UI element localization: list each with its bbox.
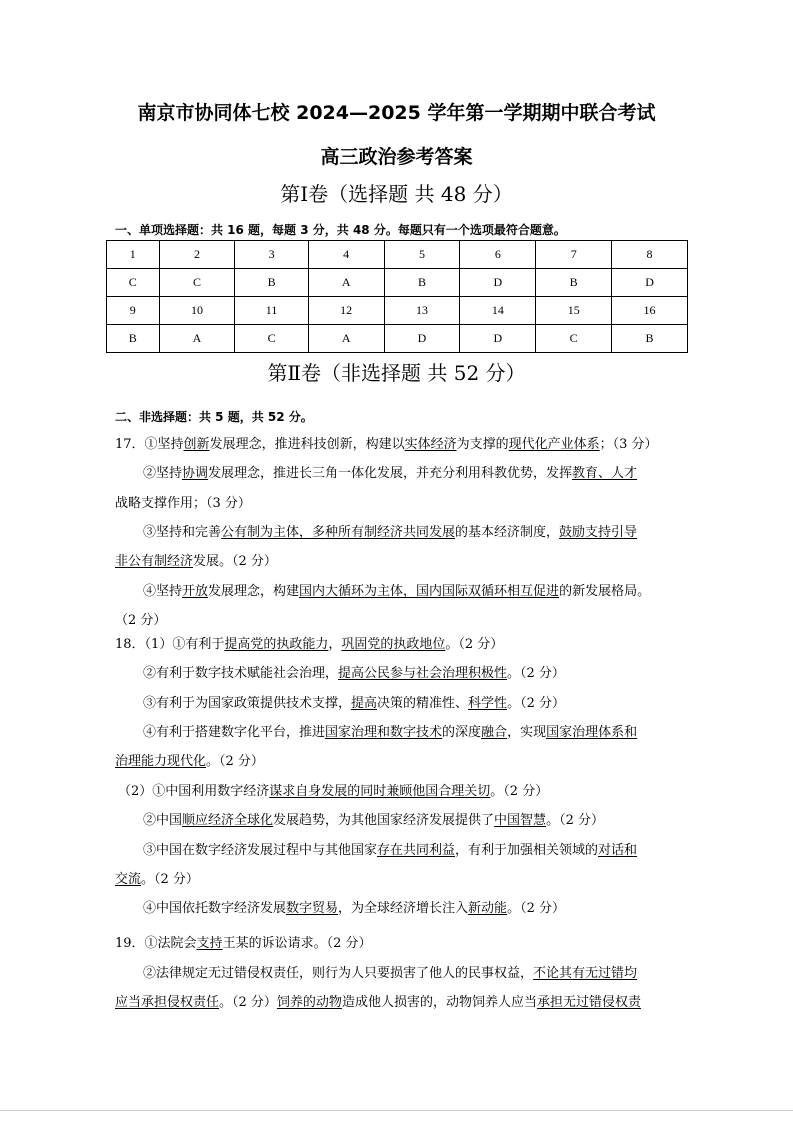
- q17-line-3: [115, 495, 685, 513]
- text: 。（2 分）: [206, 754, 264, 769]
- text: ②坚持: [143, 466, 183, 481]
- key-point: 承担无过错侵权责: [536, 995, 641, 1010]
- q18-line-4: [143, 724, 688, 742]
- q18-line-6: [118, 783, 688, 801]
- table-cell: B: [235, 269, 308, 297]
- key-point: 协调: [182, 466, 209, 481]
- table-cell: 2: [159, 241, 235, 269]
- text: 。（2 分）: [490, 784, 549, 799]
- table-cell: C: [159, 269, 235, 297]
- key-point: 国内大循环为主体，国内国际双循环相互促进: [299, 584, 560, 599]
- table-cell: 1: [107, 241, 160, 269]
- q18-line-10: [143, 900, 688, 918]
- table-cell: C: [107, 269, 160, 297]
- table-row: [107, 297, 688, 325]
- q19-line-3: [115, 994, 685, 1012]
- text: ，有利于加强相关领域的: [455, 843, 599, 858]
- table-cell: A: [308, 269, 384, 297]
- key-point: 开放: [182, 584, 209, 599]
- text: ；（3 分）: [599, 437, 658, 452]
- key-point: 融合: [481, 725, 508, 740]
- text: 的基本经济制度，: [455, 525, 560, 540]
- text: ④坚持: [143, 584, 183, 599]
- text: ③中国在数字经济发展过程中与其他国家: [143, 843, 378, 858]
- q18-line-9: [115, 871, 685, 889]
- key-point: 数字贸易: [286, 901, 339, 916]
- table-cell: D: [460, 325, 536, 353]
- table-row: [107, 325, 688, 353]
- q17-line-5: [115, 553, 685, 571]
- table-cell: A: [308, 325, 384, 353]
- text: ②法律规定无过错侵权责任，则行为人只要损害了他人的民事权益，: [143, 966, 534, 981]
- key-point: 对话和: [598, 843, 638, 858]
- part1-title: 第Ⅰ卷（选择题 共 48 分）: [280, 182, 513, 206]
- q18-line-3: [143, 695, 688, 713]
- table-cell: D: [460, 269, 536, 297]
- table-cell: B: [384, 269, 460, 297]
- text: 决策的精准性、: [377, 696, 469, 711]
- q18-line-7: [143, 812, 688, 830]
- text: ②有利于数字技术赋能社会治理，: [143, 666, 339, 681]
- answer-subtitle: 高三政治参考答案: [320, 146, 473, 168]
- table-row: [107, 269, 688, 297]
- q19-line-1: [115, 935, 685, 953]
- table-cell: D: [612, 269, 688, 297]
- q17-line-7: [115, 612, 685, 630]
- key-point: 交流: [115, 872, 142, 887]
- part2-title: 第Ⅱ卷（非选择题 共 52 分）: [267, 361, 526, 385]
- key-point: 巩固党的执政地位: [341, 637, 446, 652]
- text: 。（2 分）: [141, 872, 199, 887]
- key-point: 创新: [183, 437, 210, 452]
- key-point: 支持: [196, 936, 223, 951]
- text: 发展理念，构建: [208, 584, 300, 599]
- q18-line-8: [143, 842, 688, 860]
- table-cell: 10: [159, 297, 235, 325]
- key-point: 提高党的执政能力: [224, 637, 329, 652]
- table-cell: 13: [384, 297, 460, 325]
- table-cell: 6: [460, 241, 536, 269]
- key-point: 公有制为主体，多种所有制经济共同发展: [221, 525, 456, 540]
- q17-line-2: [143, 465, 688, 483]
- key-point: 非公有制经济: [115, 554, 194, 569]
- text: 发展理念，推进科技创新，构建以: [209, 437, 405, 452]
- text: ，为全球经济增长注入: [338, 901, 469, 916]
- text: （2）①中国利用数字经济: [118, 784, 270, 799]
- table-cell: B: [612, 325, 688, 353]
- key-point: 鼓励支持引导: [559, 525, 638, 540]
- key-point: 存在共同利益: [377, 843, 456, 858]
- table-cell: 5: [384, 241, 460, 269]
- part2-instruction: 二、非选择题：共 5 题，共 52 分。: [115, 410, 313, 424]
- text: 。（2 分）: [507, 901, 565, 916]
- key-point: 治理能力现代化: [115, 754, 207, 769]
- key-point: 现代化产业体系: [508, 437, 600, 452]
- page-bottom-divider: [0, 1110, 793, 1111]
- text: 。（2 分）: [445, 637, 504, 652]
- q17-line-1: [115, 436, 685, 454]
- text: ②中国: [143, 813, 183, 828]
- key-point: 提高公民参与社会治理积极性: [338, 666, 508, 681]
- q18-line-5: [115, 753, 685, 771]
- text: 发展理念，推进长三角一体化发展，并充分利用科教优势，发挥: [208, 466, 573, 481]
- key-point: 科学性: [468, 696, 508, 711]
- part1-instruction: 一、单项选择题：共 16 题，每题 3 分，共 48 分。每题只有一个选项最符合题意。: [115, 223, 566, 237]
- table-cell: 9: [107, 297, 160, 325]
- text: 。（2 分）: [546, 813, 604, 828]
- table-cell: C: [536, 325, 612, 353]
- text: ③坚持和完善: [143, 525, 222, 540]
- text: 发展趋势，为其他国家经济发展提供了: [273, 813, 495, 828]
- table-cell: C: [235, 325, 308, 353]
- text: ④有利于搭建数字化平台，推进: [143, 725, 326, 740]
- key-point: 国家治理和数字技术: [325, 725, 443, 740]
- table-row: [107, 241, 688, 269]
- key-point: 不论其有无过错均: [533, 966, 638, 981]
- text: 。（2 分）: [507, 696, 565, 711]
- table-cell: D: [384, 325, 460, 353]
- text: ，: [328, 637, 342, 652]
- table-cell: 14: [460, 297, 536, 325]
- table-cell: 12: [308, 297, 384, 325]
- table-cell: B: [536, 269, 612, 297]
- key-point: 应当承担侵权责任: [115, 995, 220, 1010]
- text: 为支撑的: [456, 437, 509, 452]
- table-cell: 4: [308, 241, 384, 269]
- text: 战略支撑作用；（3 分）: [115, 496, 251, 511]
- text: 19．①法院会: [115, 936, 197, 951]
- key-point: 顺应经济全球化: [182, 813, 274, 828]
- q18-line-2: [143, 665, 688, 683]
- text: 。（2 分）: [219, 995, 277, 1010]
- text: 。（2 分）: [507, 666, 565, 681]
- q19-line-2: [143, 965, 688, 983]
- text: ④中国依托数字经济发展: [143, 901, 287, 916]
- answer-table: [106, 240, 688, 353]
- text: （2 分）: [115, 613, 167, 628]
- text: 17．①坚持: [115, 437, 184, 452]
- key-point: 教育、人才: [572, 466, 638, 481]
- table-cell: 11: [235, 297, 308, 325]
- text: 发展。（2 分）: [193, 554, 277, 569]
- table-cell: 8: [612, 241, 688, 269]
- q17-line-6: [143, 583, 688, 601]
- q17-line-4: [143, 524, 688, 542]
- text: 的深度: [442, 725, 482, 740]
- table-cell: 3: [235, 241, 308, 269]
- table-cell: A: [159, 325, 235, 353]
- key-point: 实体经济: [404, 437, 457, 452]
- key-point: 新动能: [468, 901, 508, 916]
- text: 18．（1）①有利于: [115, 637, 225, 652]
- table-cell: B: [107, 325, 160, 353]
- text: 王某的诉讼请求。（2 分）: [222, 936, 372, 951]
- q18-line-1: [115, 636, 685, 654]
- table-cell: 7: [536, 241, 612, 269]
- key-point: 提高: [351, 696, 378, 711]
- key-point: 国家治理体系和: [546, 725, 638, 740]
- table-cell: 16: [612, 297, 688, 325]
- key-point: 中国智慧: [494, 813, 547, 828]
- table-cell: 15: [536, 297, 612, 325]
- key-point: 饲养的动物: [276, 995, 342, 1010]
- key-point: 谋求自身发展的同时兼顾他国合理关切: [269, 784, 491, 799]
- text: ③有利于为国家政策提供技术支撑，: [143, 696, 352, 711]
- text: ，实现: [507, 725, 547, 740]
- exam-title: 南京市协同体七校 2024—2025 学年第一学期期中联合考试: [137, 102, 656, 124]
- text: 的新发展格局。: [559, 584, 651, 599]
- text: 造成他人损害的，动物饲养人应当: [341, 995, 537, 1010]
